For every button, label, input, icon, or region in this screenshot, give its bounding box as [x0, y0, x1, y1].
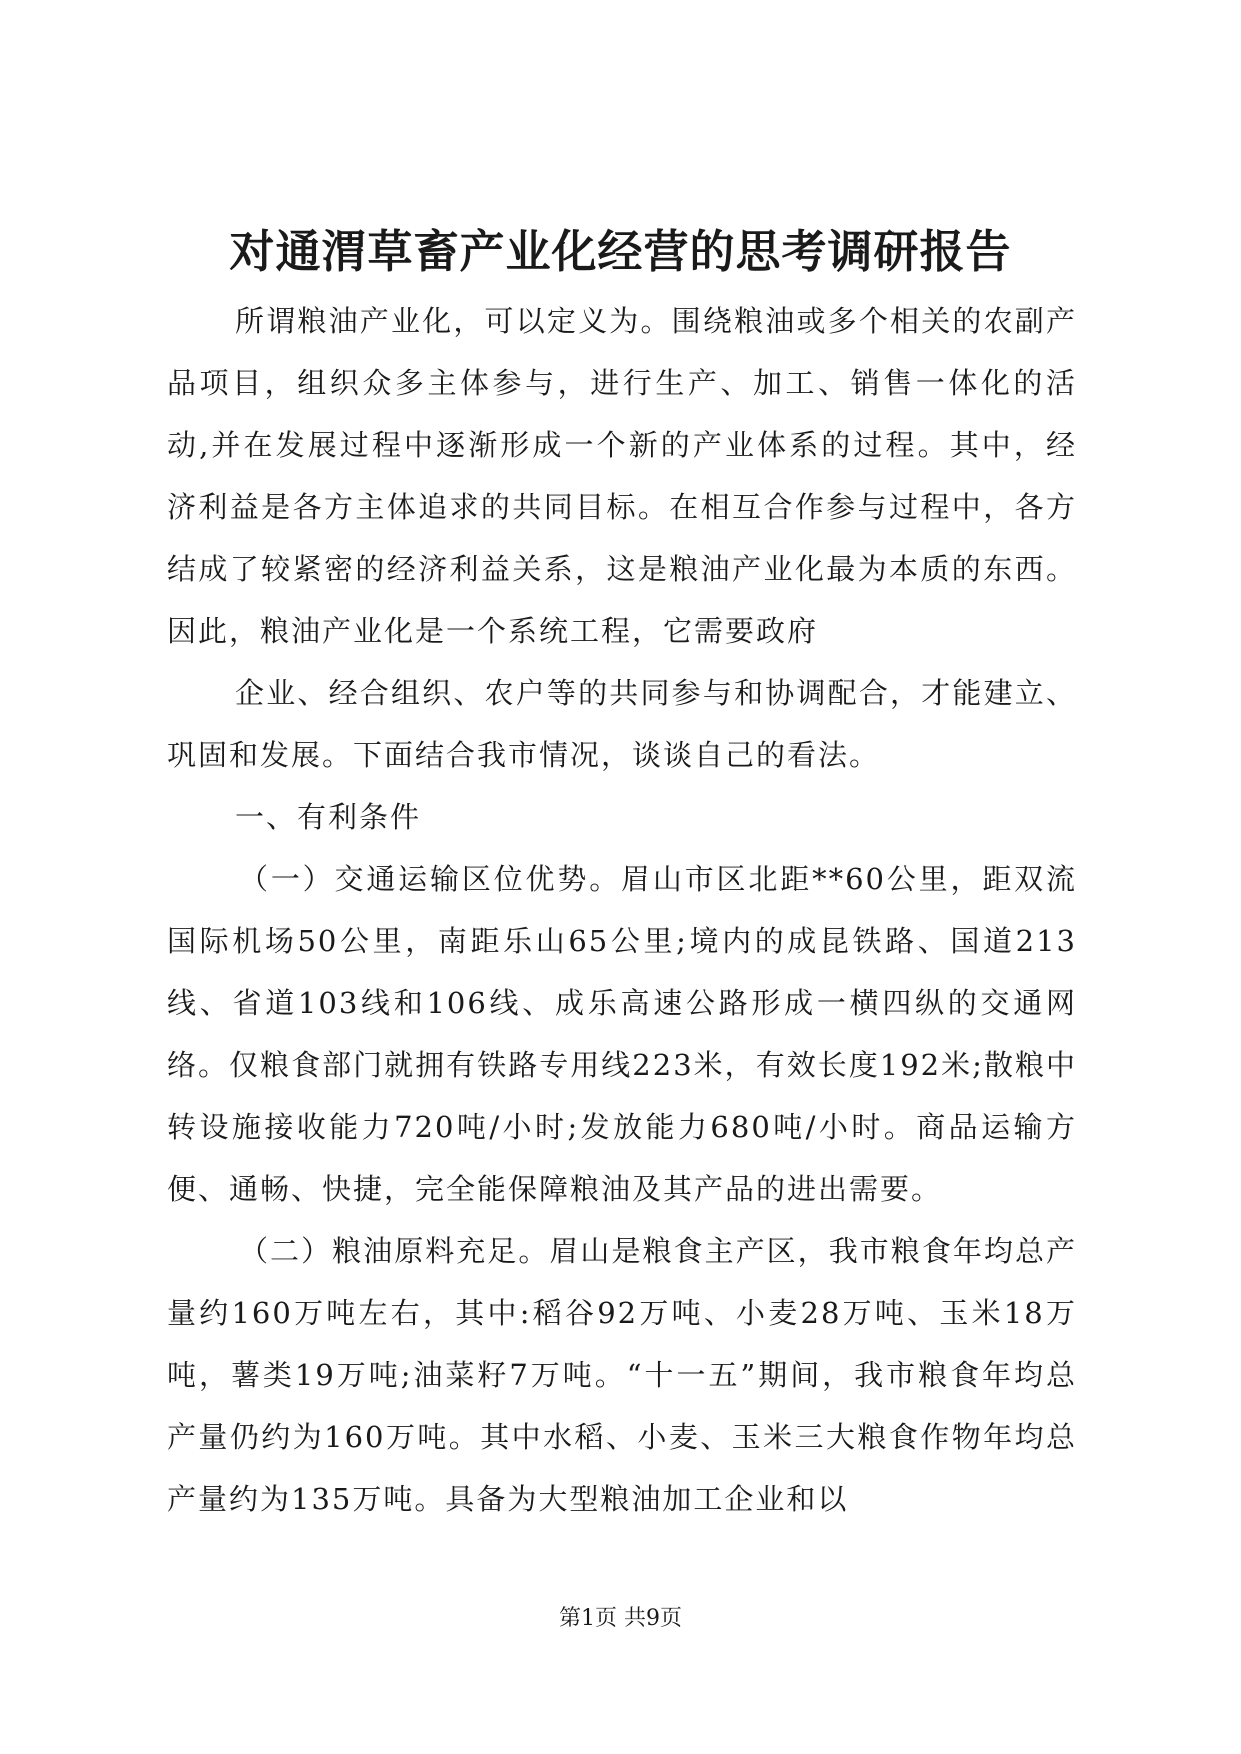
paragraph-continuation: 企业、经合组织、农户等的共同参与和协调配合，才能建立、巩固和发展。下面结合我市情况，谈谈自己的看法。: [167, 676, 1077, 772]
paragraph-transport-advantage: （一）交通运输区位优势。眉山市区北距**60公里，距双流国际机场50公里，南距乐山65公里;境内的成昆铁路、国道213线、省道103线和106线、成乐高速公路形成一横四纵的交通网络。仅粮食部门就拥有铁路专用线223米，有效长度192米;散粮中转设施接收能力720吨/小时;发放能力680吨/小时。商品运输方便、通畅、快捷，完全能保障粮油及其产品的进出需要。: [167, 862, 1077, 1206]
document-body: [167, 290, 1077, 1530]
page-number-footer: 第1页 共9页: [559, 1606, 682, 1631]
section-heading-favorable-conditions: 一、有利条件: [235, 800, 422, 834]
paragraph-raw-materials: （二）粮油原料充足。眉山是粮食主产区，我市粮食年均总产量约160万吨左右，其中:稻谷92万吨、小麦28万吨、玉米18万吨，薯类19万吨;油菜籽7万吨。“十一五”期间，我市粮食年均总产量仍约为160万吨。其中水稻、小麦、玉米三大粮食作物年均总产量约为135万吨。具备为大型粮油加工企业和以: [167, 1234, 1077, 1516]
paragraph-intro: 所谓粮油产业化，可以定义为。围绕粮油或多个相关的农副产品项目，组织众多主体参与，进行生产、加工、销售一体化的活动,并在发展过程中逐渐形成一个新的产业体系的过程。其中，经济利益是各方主体追求的共同目标。在相互合作参与过程中，各方结成了较紧密的经济利益关系，这是粮油产业化最为本质的东西。因此，粮油产业化是一个系统工程，它需要政府: [167, 304, 1077, 648]
document-title: 对通渭草畜产业化经营的思考调研报告: [229, 225, 1012, 278]
